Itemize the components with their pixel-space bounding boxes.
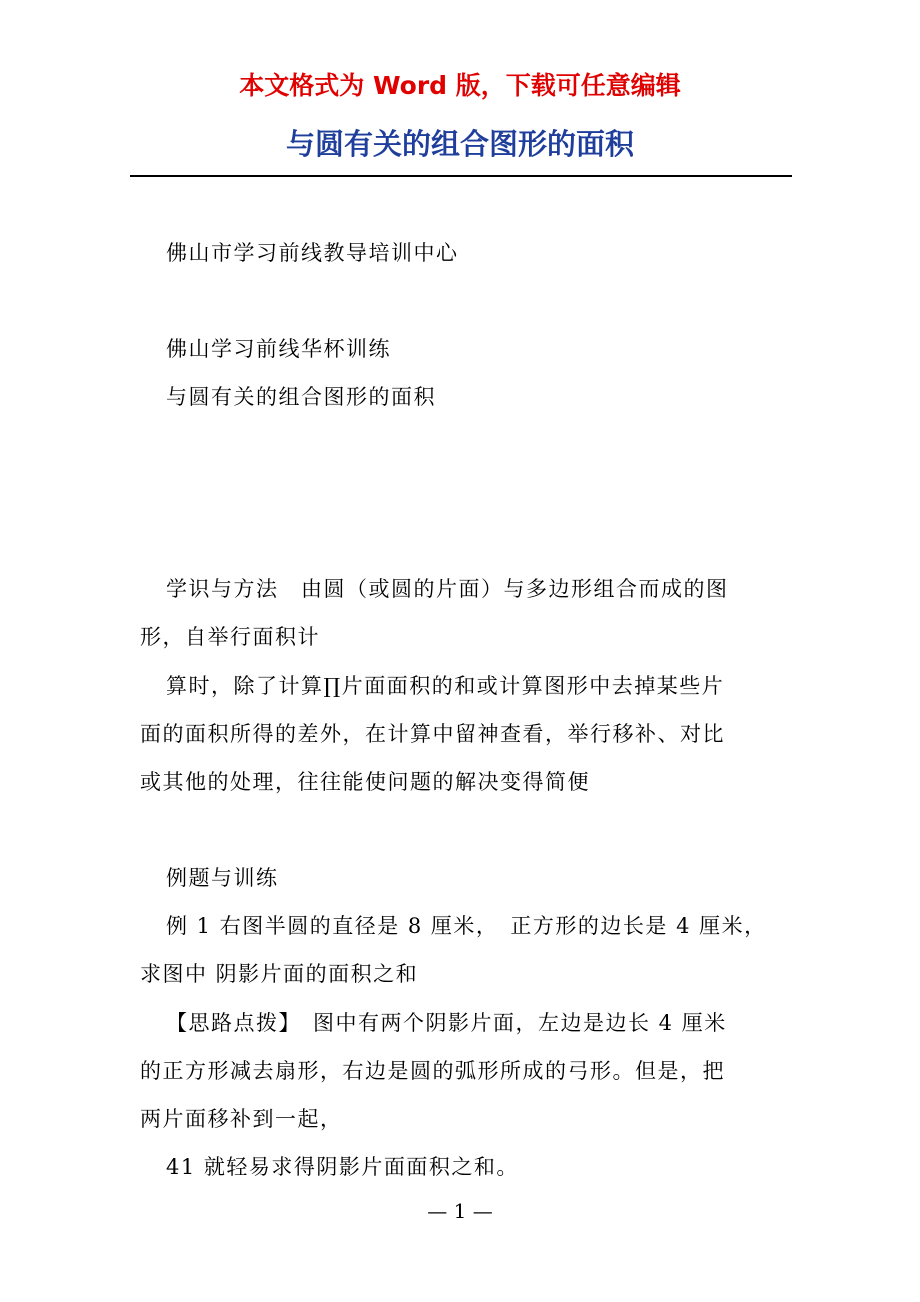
method-paragraph-line-3: 算时，除了计算∏片面面积的和或计算图形中去掉某些片	[166, 674, 725, 698]
hint-line-3: 两片面移补到一起，	[140, 1107, 343, 1131]
method-paragraph-line-5: 或其他的处理，往往能使问题的解决变得简便	[140, 770, 590, 794]
hint-line-1: 【思路点拨】 图中有两个阴影片面，左边是边长 4 厘米	[166, 1011, 727, 1035]
page-number: — 1 —	[427, 1199, 493, 1223]
hint-line-4: 41 就轻易求得阴影片面面积之和。	[166, 1155, 519, 1179]
hint-line-2: 的正方形减去扇形，右边是圆的弧形所成的弓形。但是，把	[140, 1059, 725, 1083]
section-heading: 例题与训练	[166, 866, 279, 890]
organization-line: 佛山市学习前线教导培训中心	[166, 241, 459, 265]
method-paragraph-line-4: 面的面积所得的差外，在计算中留神查看，举行移补、对比	[140, 722, 725, 746]
method-paragraph-line-2: 形，自举行面积计	[140, 625, 320, 649]
example-1-line-1: 例 1 右图半圆的直径是 8 厘米， 正方形的边长是 4 厘米，	[166, 914, 767, 938]
header-divider	[130, 175, 792, 177]
document-title: 与圆有关的组合图形的面积	[285, 127, 634, 161]
subtitle-line: 与圆有关的组合图形的面积	[166, 385, 436, 409]
example-1-line-2: 求图中 阴影片面的面积之和	[140, 962, 419, 986]
program-line: 佛山学习前线华杯训练	[166, 337, 391, 361]
method-paragraph-line-1: 学识与方法 由圆（或圆的片面）与多边形组合而成的图	[166, 577, 729, 601]
format-notice: 本文格式为 Word 版，下载可任意编辑	[239, 71, 681, 100]
